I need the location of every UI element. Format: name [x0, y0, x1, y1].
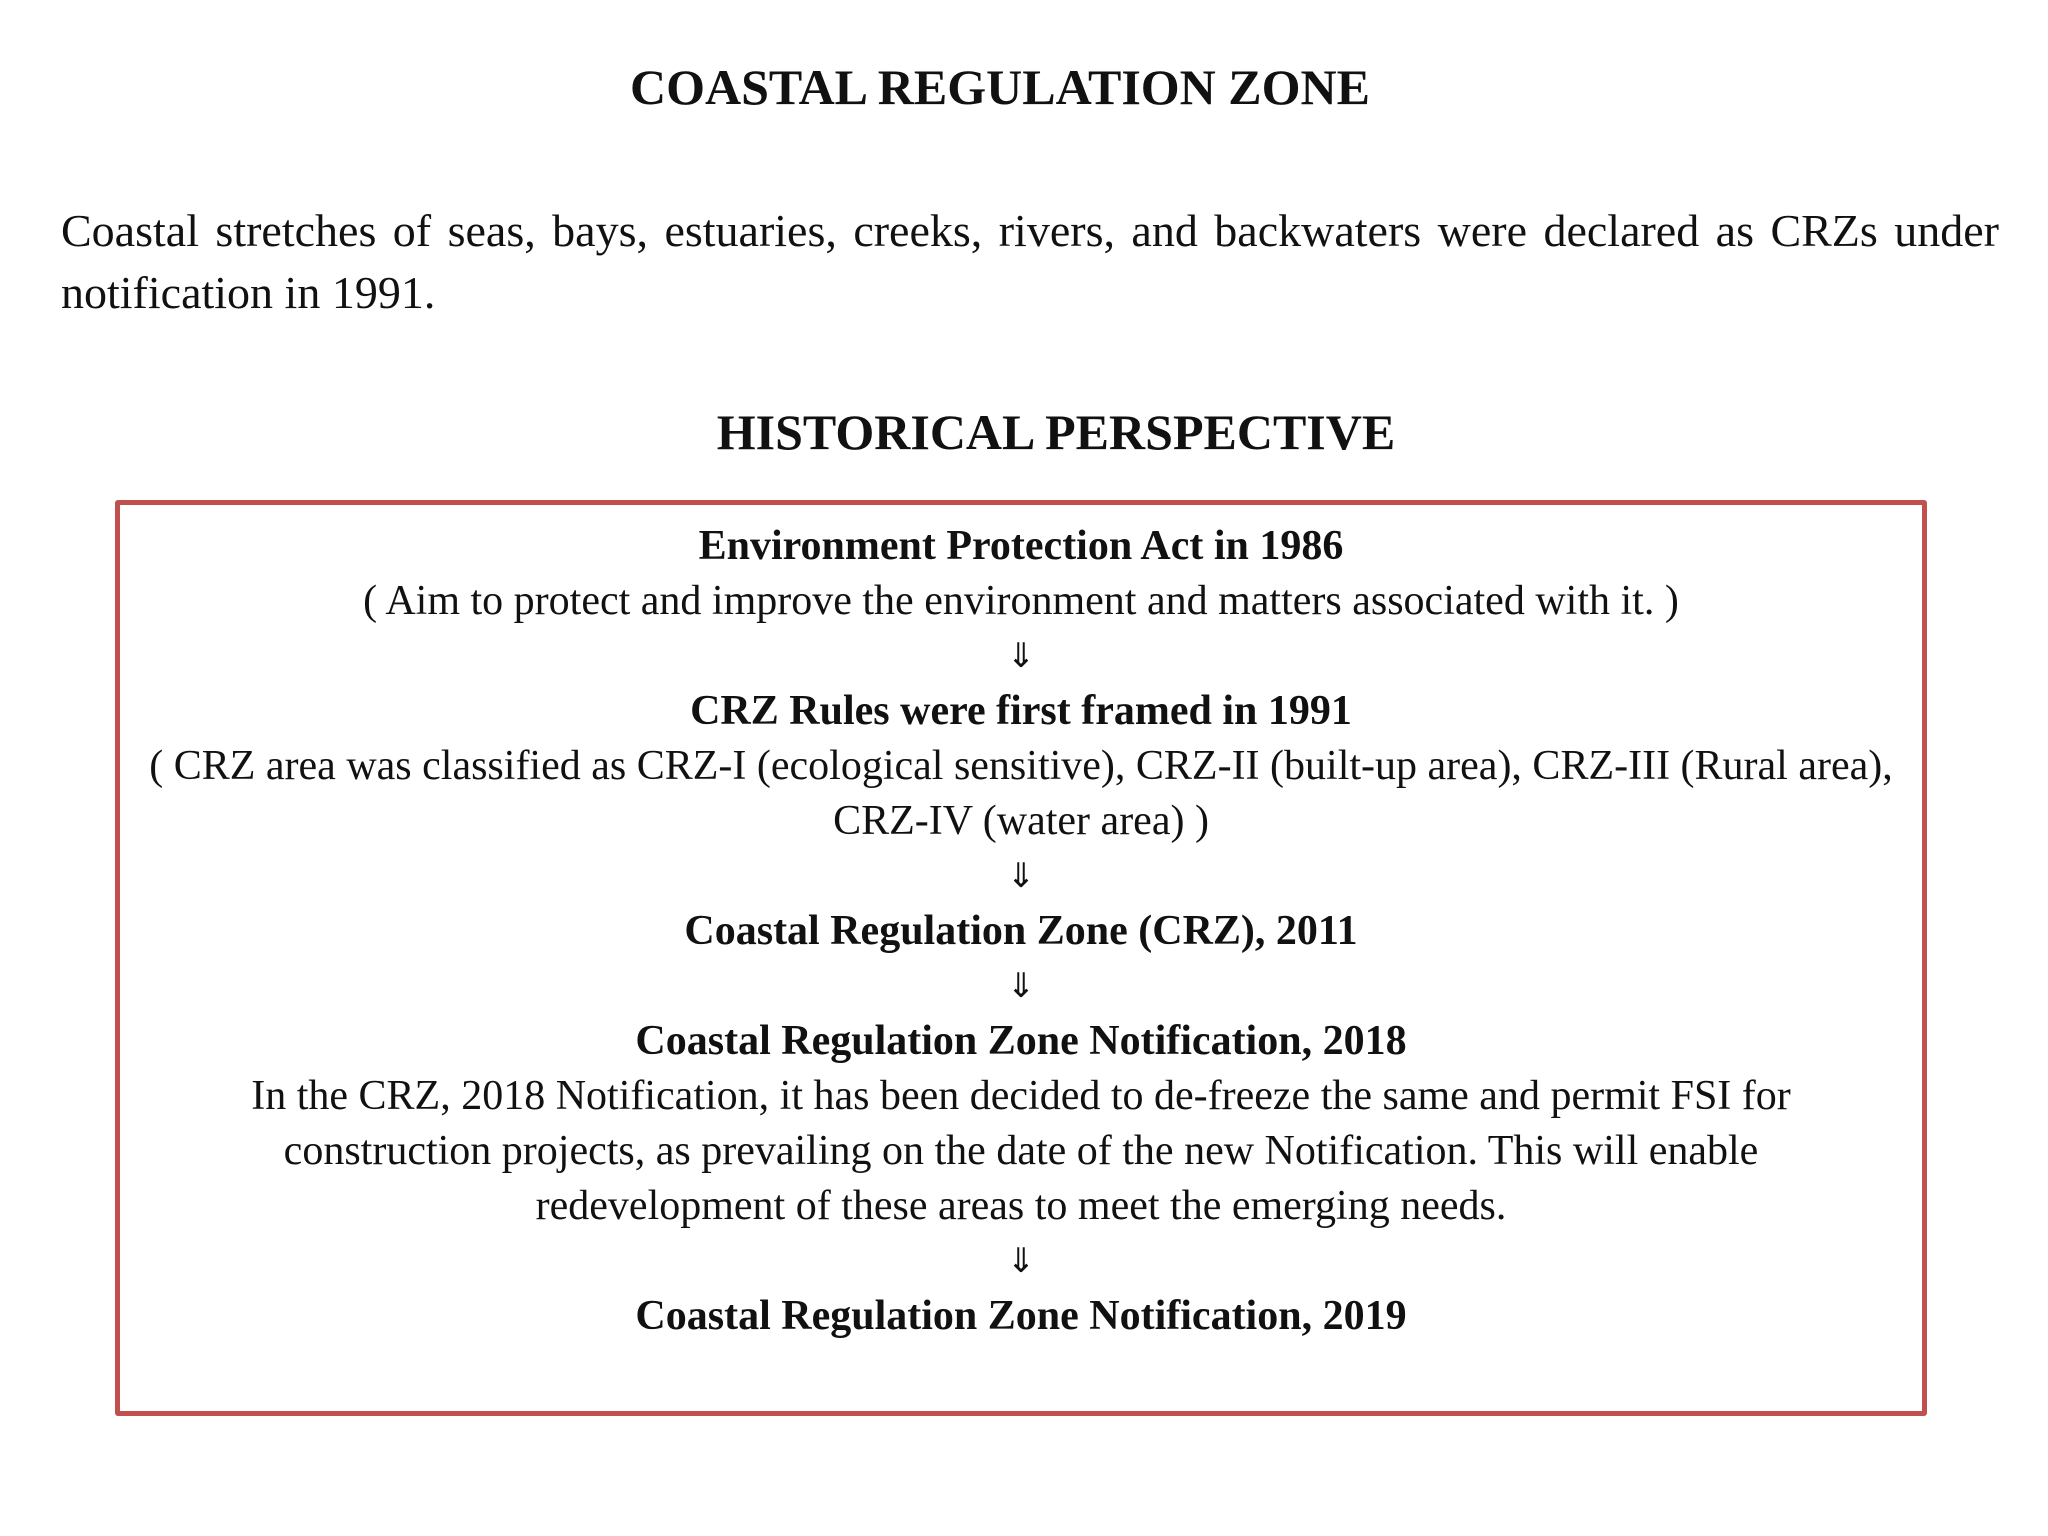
down-arrow-icon: ⇓	[1006, 636, 1036, 676]
timeline-box	[115, 500, 1927, 1416]
timeline-step-description: ( CRZ area was classified as CRZ-I (ecological sensitive), CRZ-II (built-up area), CRZ-III (Rural area), CRZ-IV (water area) )	[149, 743, 1893, 844]
timeline-step-description: ( Aim to protect and improve the environment and matters associated with it. )	[363, 578, 1679, 624]
timeline-step-title: Environment Protection Act in 1986	[698, 523, 1344, 569]
timeline-step-title: Coastal Regulation Zone Notification, 2019	[635, 1293, 1407, 1339]
timeline-step-title: Coastal Regulation Zone (CRZ), 2011	[684, 908, 1358, 954]
section-subtitle: HISTORICAL PERSPECTIVE	[716, 404, 1396, 460]
down-arrow-icon: ⇓	[1006, 966, 1036, 1006]
page-title: COASTAL REGULATION ZONE	[630, 59, 1370, 115]
intro-paragraph: Coastal stretches of seas, bays, estuaries, creeks, rivers, and backwaters were declared as CRZs under notification in 1991.	[61, 205, 1999, 318]
timeline-step-title: CRZ Rules were first framed in 1991	[690, 688, 1352, 734]
timeline-step-title: Coastal Regulation Zone Notification, 2018	[635, 1018, 1407, 1064]
timeline-step-description: In the CRZ, 2018 Notification, it has been decided to de-freeze the same and permit FSI for construction projects, as prevailing on the date of the new Notification. This will enable redevelopment of these areas to meet the emerging needs.	[251, 1073, 1791, 1229]
timeline	[120, 519, 1922, 1344]
down-arrow-icon: ⇓	[1006, 1241, 1036, 1281]
down-arrow-icon: ⇓	[1006, 856, 1036, 896]
